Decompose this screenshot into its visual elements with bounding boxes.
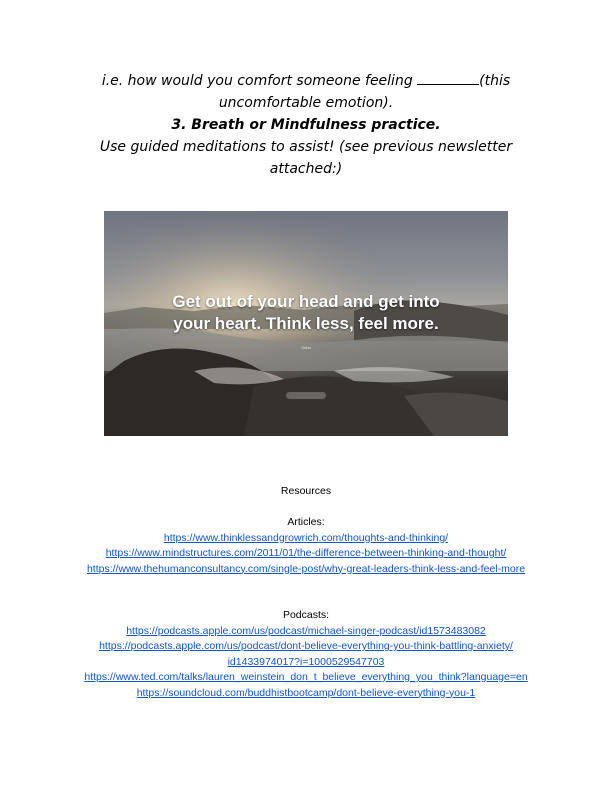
quote-line-2: your heart. Think less, feel more. — [173, 314, 439, 333]
quote-text — [104, 291, 508, 335]
watermark-logo — [286, 392, 326, 399]
quote-attribution: Osho — [301, 345, 311, 350]
quote-line-1: Get out of your head and get into — [172, 292, 440, 311]
podcast-link[interactable]: https://www.ted.com/talks/lauren_weinstein_don_t_believe_everything_you_think?language=en — [84, 671, 528, 683]
article-link[interactable]: https://www.mindstructures.com/2011/01/the-difference-between-thinking-and-thought/ — [105, 547, 507, 559]
podcasts-label: Podcasts: — [282, 609, 330, 621]
resources-title: Resources — [280, 485, 332, 497]
section-heading: 3. Breath or Mindfulness practice. — [171, 117, 441, 133]
quote-image — [104, 211, 508, 436]
comfort-prompt-start: i.e. how would you comfort someone feeling — [101, 73, 418, 89]
podcast-link[interactable]: https://podcasts.apple.com/us/podcast/michael-singer-podcast/id1573483082 — [126, 624, 486, 637]
meditation-note: Use guided meditations to assist! (see previous newsletter attached:) — [99, 139, 513, 177]
article-link[interactable]: https://www.thehumanconsultancy.com/single-post/why-great-leaders-think-less-and-feel-more — [86, 562, 526, 575]
comfort-prompt-end: (this uncomfortable emotion). — [218, 73, 511, 111]
fill-in-blank — [417, 70, 479, 85]
article-link[interactable]: https://www.thinklessandgrowrich.com/thoughts-and-thinking/ — [163, 531, 449, 544]
articles-label: Articles: — [287, 516, 325, 528]
podcast-link[interactable]: https://podcasts.apple.com/us/podcast/dont-believe-everything-you-think-battling-anxiety/id1433974017?i=1000529547703 — [99, 640, 513, 668]
intro-text — [90, 70, 522, 180]
resources-section — [40, 484, 572, 701]
comfort-prompt — [90, 70, 522, 114]
podcast-link[interactable]: https://soundcloud.com/buddhistbootcamp/dont-believe-everything-you-1 — [136, 686, 476, 699]
